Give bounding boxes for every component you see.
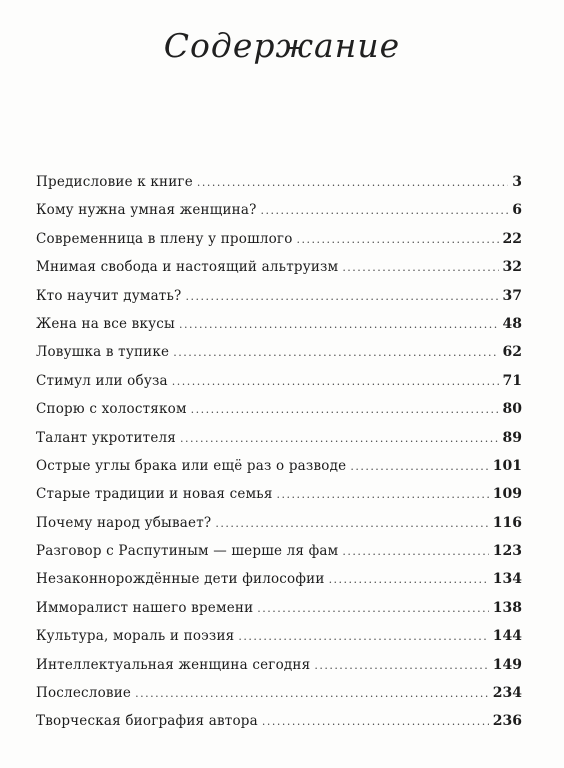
toc-entry-page-number: 37: [502, 287, 522, 304]
toc-entry-title: Спорю с холостяком: [36, 401, 187, 418]
dot-leader: [297, 226, 499, 254]
toc-entry: [36, 622, 522, 650]
toc-entry: [36, 310, 522, 338]
toc-entry: [36, 480, 522, 508]
toc-entry: [36, 424, 522, 452]
toc-entry-title: Культура, мораль и поэзия: [36, 628, 235, 645]
toc-entry-page-number: 62: [502, 344, 522, 361]
toc-entry-page-number: 236: [492, 713, 522, 730]
toc-entry-page-number: 144: [492, 628, 522, 645]
toc-entry-title: Кто научит думать?: [36, 287, 182, 304]
dot-leader: [197, 169, 508, 197]
toc-entry: [36, 225, 522, 253]
toc-entry-title: Интеллектуальная женщина сегодня: [36, 656, 311, 673]
dot-leader: [342, 538, 488, 566]
dot-leader: [329, 566, 489, 594]
toc-entry: [36, 338, 522, 366]
toc-entry-page-number: 123: [492, 543, 522, 560]
toc-entry: [36, 651, 522, 679]
dot-leader: [261, 197, 509, 225]
toc-entry-title: Острые углы брака или ещё раз о разводе: [36, 457, 347, 474]
dot-leader: [238, 623, 488, 651]
dot-leader: [135, 680, 489, 708]
toc-entry-title: Стимул или обуза: [36, 372, 168, 389]
toc-entry-page-number: 3: [512, 174, 522, 190]
toc-entry-page-number: 116: [492, 514, 522, 531]
toc-entry: [36, 565, 522, 593]
toc-entry-page-number: 80: [502, 401, 522, 418]
dot-leader: [277, 481, 489, 509]
toc-entry-page-number: 22: [502, 230, 522, 247]
toc-entry-title: Предисловие к книге: [36, 174, 193, 190]
toc-entry: [36, 168, 522, 196]
toc-entry-title: Послесловие: [36, 685, 132, 702]
toc-entry-title: Талант укротителя: [36, 429, 177, 446]
dot-leader: [215, 510, 488, 538]
toc-entry: [36, 594, 522, 622]
toc-entry: [36, 679, 522, 707]
toc-entry: [36, 707, 522, 735]
dot-leader: [180, 425, 499, 453]
dot-leader: [350, 453, 488, 481]
dot-leader: [185, 283, 498, 311]
toc-entry-page-number: 32: [502, 259, 522, 276]
toc-entry-page-number: 138: [492, 599, 522, 616]
dot-leader: [342, 254, 498, 282]
toc-entry: [36, 509, 522, 537]
toc-entry-page-number: 149: [492, 656, 522, 673]
table-of-contents: [36, 168, 522, 736]
dot-leader: [257, 595, 488, 623]
toc-entry-title: Мнимая свобода и настоящий альтруизм: [36, 259, 339, 276]
toc-entry-page-number: 234: [492, 685, 522, 702]
dot-leader: [314, 652, 488, 680]
toc-entry-title: Имморалист нашего времени: [36, 599, 254, 616]
toc-entry: [36, 452, 522, 480]
toc-entry-title: Современница в плену у прошлого: [36, 230, 293, 247]
toc-entry-page-number: 101: [492, 457, 522, 474]
toc-entry-page-number: 89: [502, 429, 522, 446]
dot-leader: [173, 339, 498, 367]
toc-entry-page-number: 71: [502, 372, 522, 389]
dot-leader: [262, 708, 489, 736]
page-title: Содержание: [163, 26, 401, 65]
dot-leader: [179, 311, 499, 339]
toc-entry-title: Ловушка в тупике: [36, 344, 170, 361]
toc-entry-title: Почему народ убывает?: [36, 514, 212, 531]
toc-entry-title: Творческая биография автора: [36, 713, 258, 730]
toc-entry: [36, 395, 522, 423]
toc-entry: [36, 253, 522, 281]
toc-entry-title: Жена на все вкусы: [36, 315, 175, 332]
toc-entry: [36, 282, 522, 310]
toc-entry: [36, 537, 522, 565]
dot-leader: [191, 396, 499, 424]
toc-entry-page-number: 48: [502, 315, 522, 332]
toc-entry-page-number: 134: [492, 571, 522, 588]
toc-entry: [36, 367, 522, 395]
toc-entry-title: Старые традиции и новая семья: [36, 486, 273, 503]
toc-entry-page-number: 6: [512, 202, 522, 219]
toc-entry-title: Кому нужна умная женщина?: [36, 202, 257, 219]
toc-entry-title: Разговор с Распутиным — шерше ля фам: [36, 543, 339, 560]
toc-entry-title: Незаконнорождённые дети философии: [36, 571, 325, 588]
dot-leader: [172, 368, 499, 396]
toc-entry-page-number: 109: [492, 486, 522, 503]
toc-entry: [36, 196, 522, 224]
